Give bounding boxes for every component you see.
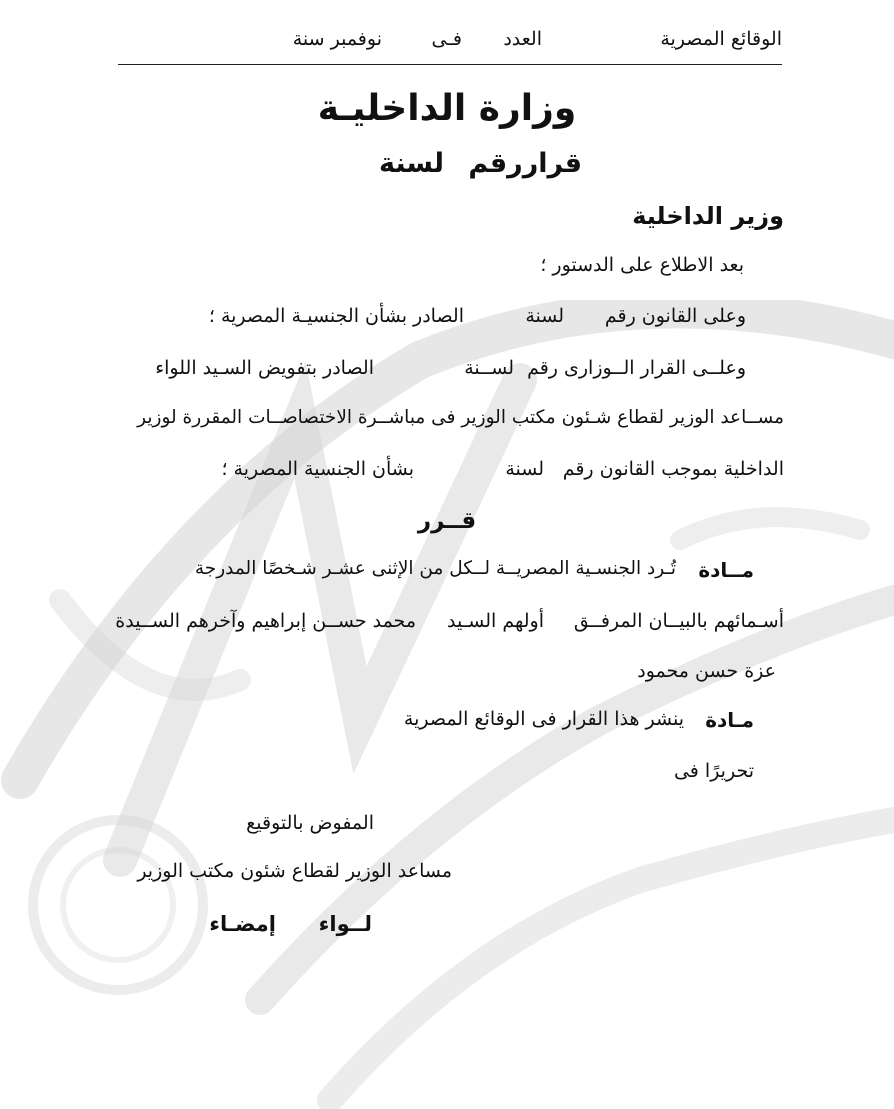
preamble-line-5a: الداخلية بموجب القانون رقم <box>562 458 784 480</box>
decree-number-label: قراررقم <box>468 148 582 179</box>
preamble-line-2c: الصادر بشأن الجنسيـة المصرية ؛ <box>208 305 464 327</box>
article-1-label: مــادة <box>698 558 754 582</box>
article-1-line-2c: محمد حســن إبراهيم وآخرهم الســيدة <box>115 610 416 632</box>
article-1-line-3: عزة حسن محمود <box>637 660 776 682</box>
issuer-title: وزير الداخلية <box>632 202 784 230</box>
preamble-line-1: بعد الاطلاع على الدستور ؛ <box>540 254 744 276</box>
signature-rank: لــواء <box>318 912 372 936</box>
ministry-title: وزارة الداخليـة <box>317 88 577 129</box>
header-gazette-name: الوقائع المصرية <box>660 28 782 50</box>
article-2-label: مـادة <box>705 708 754 732</box>
article-1-line-1: تُـرد الجنسـية المصريــة لــكل من الإثنى عشـر شـخصًا المدرجة <box>194 558 676 579</box>
signature-position: مساعد الوزير لقطاع شئون مكتب الوزير <box>137 860 452 882</box>
article-2-text: ينشر هذا القرار فى الوقائع المصرية <box>403 708 684 730</box>
preamble-line-2a: وعلى القانون رقم <box>604 305 746 327</box>
header-date: نوفمبر سنة <box>292 28 382 50</box>
preamble-line-2b: لسنة <box>525 305 564 327</box>
decree-year-label: لسنة <box>378 148 444 179</box>
preamble-line-3a: وعلــى القرار الــوزارى رقم <box>527 357 746 379</box>
signature-sign: إمضـاء <box>209 912 276 936</box>
gazette-header <box>118 26 782 65</box>
preamble-line-5b: لسنة <box>505 458 544 480</box>
preamble-line-3c: الصادر بتفويض السـيد اللواء <box>155 357 374 379</box>
preamble-line-4: مســاعد الوزير لقطاع شـئون مكتب الوزير فى مباشــرة الاختصاصــات المقررة لوزير <box>137 407 784 428</box>
header-issue: العدد <box>503 28 542 50</box>
article-1-line-2a: أسـمائهم بالبيــان المرفــق <box>573 610 784 632</box>
signature-delegate: المفوض بالتوقيع <box>246 812 374 834</box>
preamble-line-5c: بشأن الجنسية المصرية ؛ <box>221 458 414 480</box>
decided-heading: قــرر <box>417 508 477 534</box>
header-in: فـى <box>431 28 462 50</box>
preamble-line-3b: لســنة <box>464 357 514 379</box>
written-in-line: تحريرًا فى <box>673 760 754 782</box>
article-1-line-2b: أولهم السـيد <box>447 610 544 632</box>
